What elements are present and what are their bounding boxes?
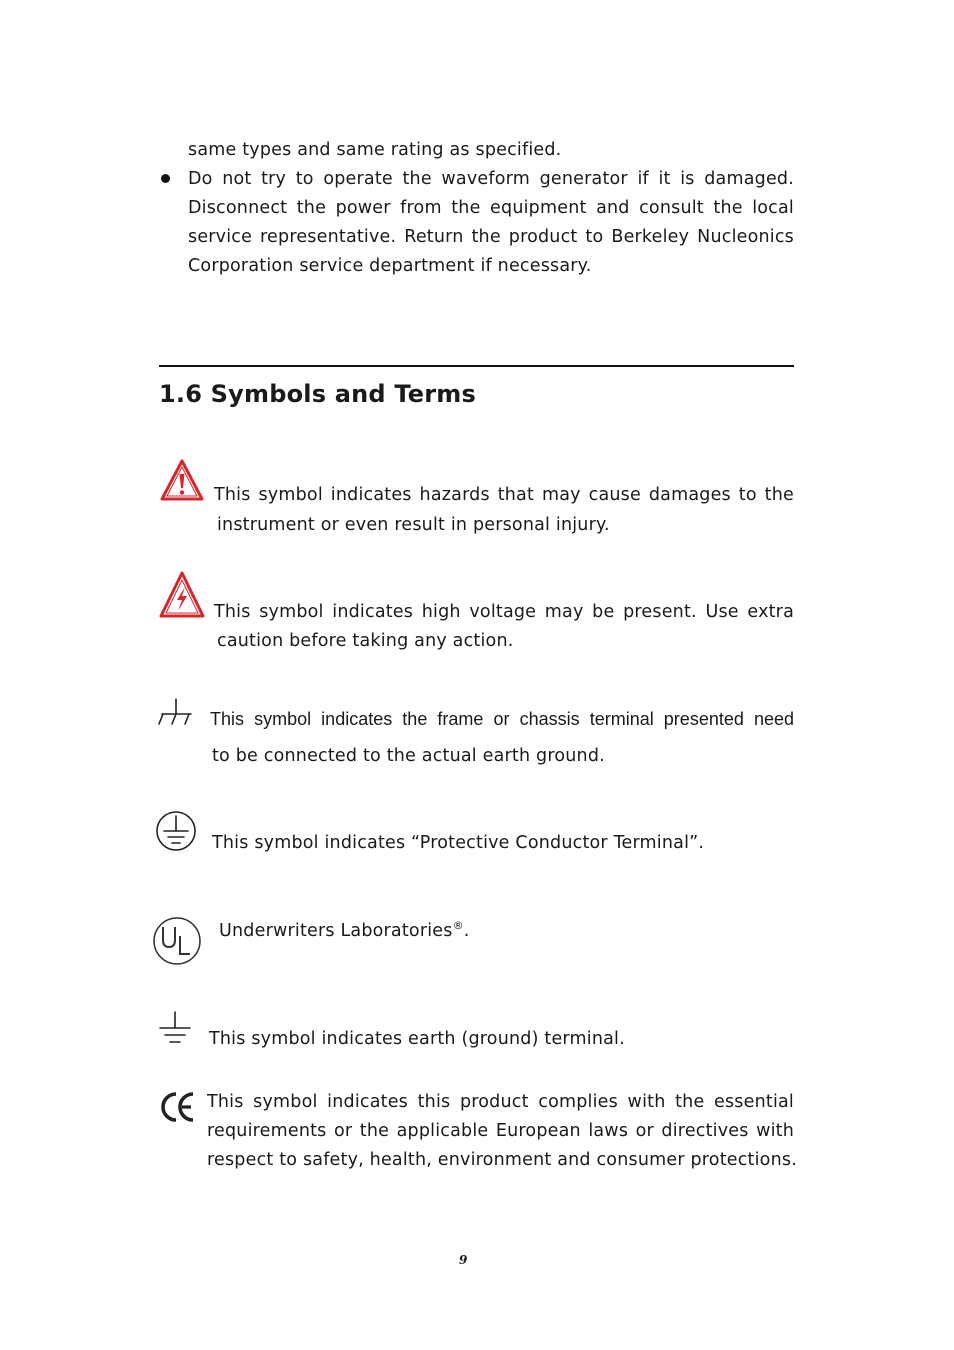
bullet-line: Corporation service department if necessary. [188, 256, 592, 276]
ul-label: Underwriters Laboratories [219, 921, 453, 941]
high-voltage-warning-icon [159, 571, 205, 619]
bullet-icon [161, 174, 170, 183]
chassis-description-line2: to be connected to the actual earth ground. [212, 746, 605, 766]
ul-mark-icon [152, 916, 202, 966]
page-number: 9 [459, 1253, 468, 1267]
bullet-line: service representative. Return the product to Berkeley Nucleonics [188, 227, 794, 247]
chassis-ground-icon [157, 697, 195, 727]
ul-description [219, 917, 470, 946]
ce-description-line: This symbol indicates this product complies with the essential [207, 1092, 794, 1112]
high-voltage-description-line1: This symbol indicates high voltage may be present. Use extra [214, 602, 794, 622]
bullet-line: Do not try to operate the waveform generator if it is damaged. [188, 169, 794, 189]
protective-earth-icon [155, 810, 197, 852]
hazard-description-line2: instrument or even result in personal injury. [217, 515, 610, 535]
protective-description: This symbol indicates “Protective Conductor Terminal”. [212, 833, 705, 853]
registered-mark: ® [452, 919, 464, 933]
hazard-description-line1: This symbol indicates hazards that may cause damages to the [214, 485, 794, 505]
earth-ground-icon [157, 1010, 193, 1046]
ul-period: . [463, 921, 470, 941]
warning-exclamation-icon [160, 459, 204, 501]
ce-description-line: respect to safety, health, environment and consumer protections. [207, 1150, 797, 1170]
ce-description [207, 1088, 797, 1175]
chassis-description-line1: This symbol indicates the frame or chassis terminal presented need [210, 709, 794, 729]
continued-text: same types and same rating as specified. [188, 140, 562, 160]
bullet-line: Disconnect the power from the equipment and consult the local [188, 198, 794, 218]
section-title: 1.6 Symbols and Terms [159, 380, 476, 408]
bullet-paragraph [188, 165, 794, 281]
high-voltage-description-line2: caution before taking any action. [217, 631, 514, 651]
section-divider [159, 365, 794, 367]
ce-mark-icon [160, 1090, 196, 1124]
earth-description: This symbol indicates earth (ground) terminal. [209, 1029, 625, 1049]
ce-description-line: requirements or the applicable European laws or directives with [207, 1121, 794, 1141]
